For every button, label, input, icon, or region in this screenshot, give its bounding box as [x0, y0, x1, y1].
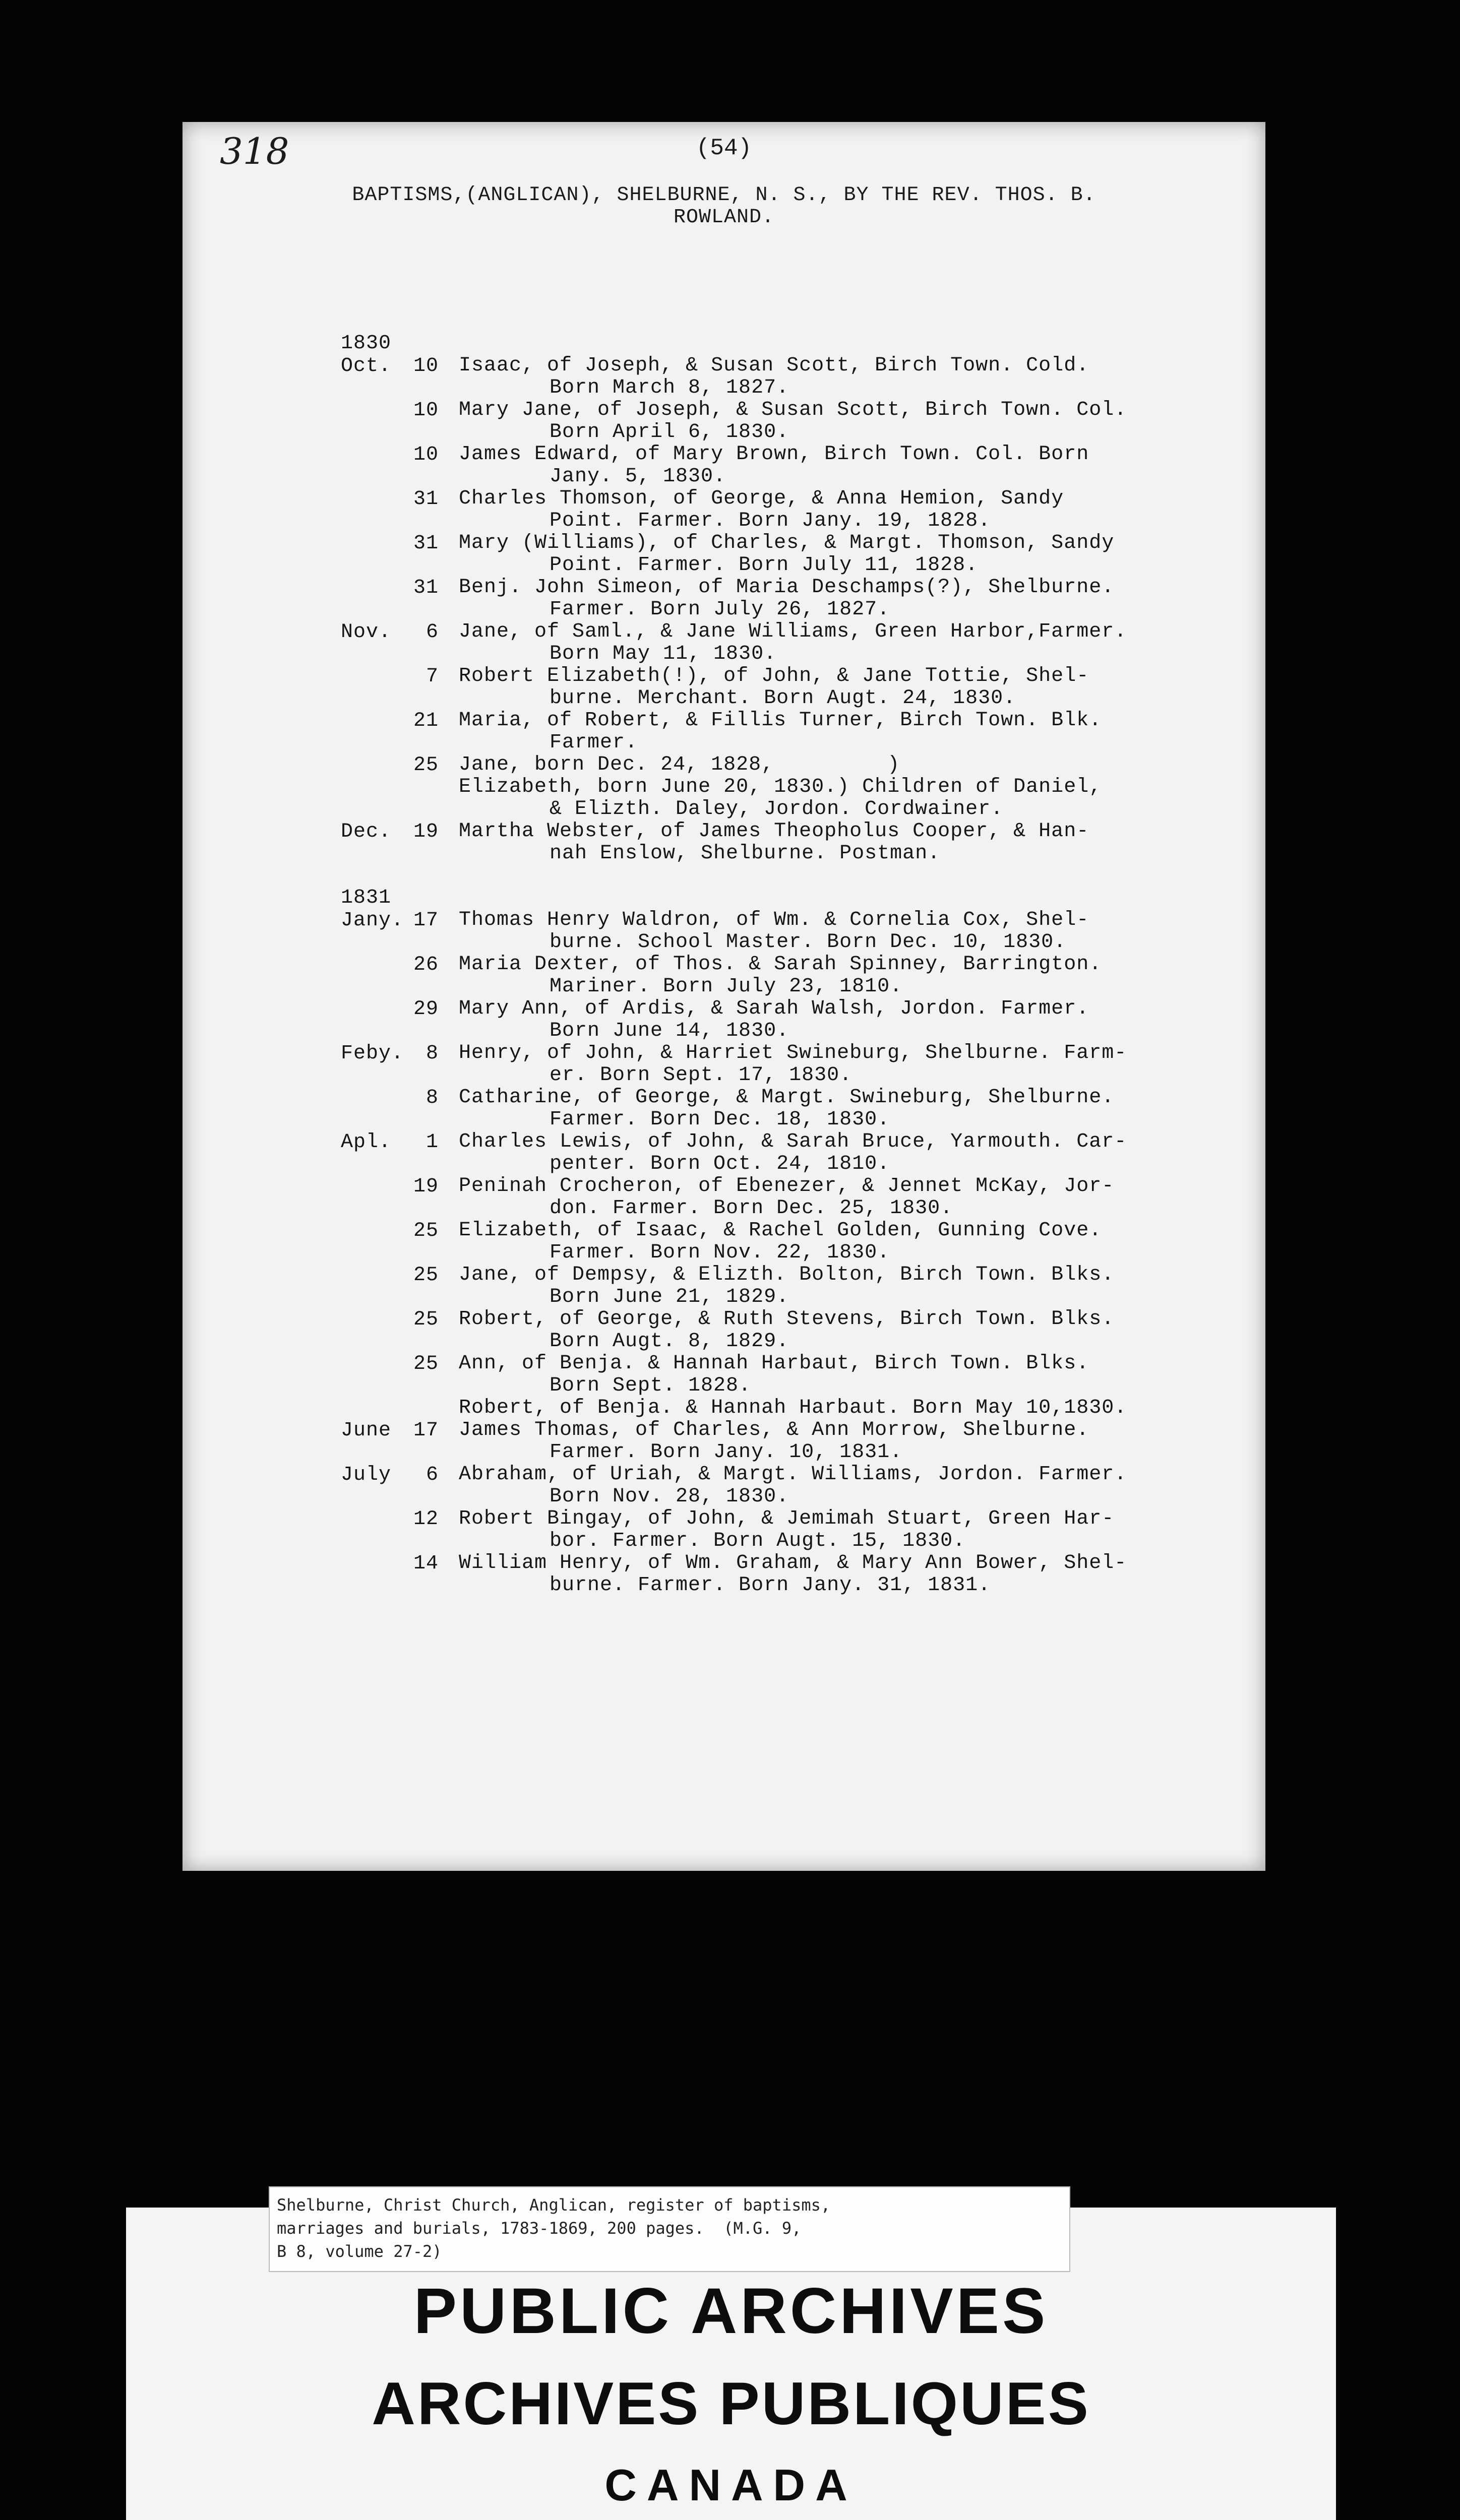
baptism-entry	[341, 532, 1279, 577]
entry-day: 21	[413, 710, 439, 732]
archive-card-title-en: PUBLIC ARCHIVES	[413, 2275, 1049, 2347]
entry-month: Feby.	[341, 1042, 404, 1065]
entry-text	[459, 1264, 1279, 1308]
entry-date	[341, 1087, 459, 1131]
entry-line: burne. Merchant. Born Augt. 24, 1830.	[550, 687, 1016, 710]
entry-text	[459, 1042, 1279, 1087]
entry-date	[341, 444, 459, 488]
baptism-entry	[341, 1508, 1279, 1552]
entry-day: 31	[413, 488, 439, 511]
entry-day: 8	[425, 1087, 439, 1109]
entry-date	[341, 1042, 459, 1087]
entry-line: don. Farmer. Born Dec. 25, 1830.	[550, 1197, 953, 1220]
entry-date	[341, 488, 459, 532]
entry-text	[459, 1220, 1279, 1264]
entry-text	[459, 754, 1279, 821]
entry-month: Apl.	[341, 1131, 392, 1154]
entry-date	[341, 621, 459, 665]
entry-line: Born April 6, 1830.	[550, 421, 789, 444]
entry-line: Elizabeth, born June 20, 1830.) Children of Daniel,	[459, 776, 1102, 798]
entry-text	[459, 444, 1279, 488]
entry-line: Mary Ann, of Ardis, & Sarah Walsh, Jordon. Farmer.	[459, 997, 1089, 1020]
baptism-entries	[341, 333, 1279, 1597]
baptism-entry	[341, 444, 1279, 488]
entry-line: James Thomas, of Charles, & Ann Morrow, Shelburne.	[459, 1419, 1089, 1441]
entry-line: Jane, of Dempsy, & Elizth. Bolton, Birch Town. Blks.	[459, 1264, 1115, 1286]
entry-line: Mary Jane, of Joseph, & Susan Scott, Birch Town. Col.	[459, 399, 1127, 421]
heading-line-1: BAPTISMS,(ANGLICAN), SHELBURNE, N. S., BY THE REV. THOS. B.	[352, 184, 1096, 207]
entry-text	[459, 998, 1279, 1042]
entry-date	[341, 1552, 459, 1597]
entry-line: Peninah Crocheron, of Ebenezer, & Jennet McKay, Jor-	[459, 1175, 1115, 1198]
entry-date	[341, 821, 459, 865]
entry-line: burne. Farmer. Born Jany. 31, 1831.	[550, 1574, 991, 1597]
year-heading: 1831	[341, 887, 392, 909]
entry-date	[341, 998, 459, 1042]
entry-day: 7	[425, 665, 439, 688]
entry-date	[341, 1464, 459, 1508]
entry-month: June	[341, 1419, 392, 1442]
entry-day: 6	[425, 1464, 439, 1486]
entry-text	[459, 1353, 1279, 1419]
entry-text	[459, 1131, 1279, 1175]
entry-text	[459, 954, 1279, 998]
archive-card-country: CANADA	[604, 2460, 858, 2510]
entry-line: Robert Bingay, of John, & Jemimah Stuart, Green Har-	[459, 1507, 1115, 1530]
entry-day: 10	[413, 399, 439, 422]
folio-note: 318	[220, 130, 289, 172]
entry-line: William Henry, of Wm. Graham, & Mary Ann Bower, Shel-	[459, 1552, 1127, 1574]
entry-line: Robert, of George, & Ruth Stevens, Birch Town. Blks.	[459, 1308, 1115, 1331]
entry-day: 17	[413, 909, 439, 932]
archive-label-line-2: marriages and burials, 1783-1869, 200 pages. (M.G. 9,	[277, 2219, 802, 2238]
entry-line: Born Augt. 8, 1829.	[550, 1330, 789, 1353]
baptism-entry	[341, 1175, 1279, 1220]
entry-line: Maria, of Robert, & Fillis Turner, Birch Town. Blk.	[459, 709, 1102, 732]
entry-day: 10	[413, 444, 439, 466]
entry-text	[459, 488, 1279, 532]
baptism-entry	[341, 909, 1279, 954]
baptism-entry	[341, 1308, 1279, 1353]
entry-line: Robert Elizabeth(!), of John, & Jane Tottie, Shel-	[459, 665, 1089, 687]
entry-line: nah Enslow, Shelburne. Postman.	[550, 842, 941, 865]
baptism-entry	[341, 998, 1279, 1042]
entry-text	[459, 355, 1279, 399]
entry-day: 12	[413, 1508, 439, 1531]
entry-day: 1	[425, 1131, 439, 1154]
entry-date	[341, 1175, 459, 1220]
baptism-entry	[341, 355, 1279, 399]
baptism-entry	[341, 954, 1279, 998]
entry-day: 10	[413, 355, 439, 377]
entry-line: Ann, of Benja. & Hannah Harbaut, Birch Town. Blks.	[459, 1352, 1089, 1375]
entry-line: Born May 11, 1830.	[550, 643, 777, 665]
year-gap	[341, 865, 1279, 887]
entry-line: Point. Farmer. Born July 11, 1828.	[550, 554, 979, 577]
entry-line: Henry, of John, & Harriet Swineburg, Shelburne. Farm-	[459, 1042, 1127, 1064]
baptism-entry	[341, 1464, 1279, 1508]
entry-text	[459, 399, 1279, 444]
entry-text	[459, 532, 1279, 577]
baptism-entry	[341, 821, 1279, 865]
entry-text	[459, 909, 1279, 954]
entry-text	[459, 665, 1279, 710]
entry-line: Isaac, of Joseph, & Susan Scott, Birch Town. Cold.	[459, 354, 1089, 377]
entry-date	[341, 1131, 459, 1175]
entry-line: Mariner. Born July 23, 1810.	[550, 975, 903, 998]
entry-day: 19	[413, 821, 439, 843]
entry-text	[459, 1087, 1279, 1131]
entry-line: Point. Farmer. Born Jany. 19, 1828.	[550, 510, 991, 532]
archive-label-line-3: B 8, volume 27-2)	[277, 2242, 442, 2261]
entry-text	[459, 1464, 1279, 1508]
register-page	[182, 122, 1265, 1871]
entry-day: 26	[413, 954, 439, 976]
entry-month: July	[341, 1464, 392, 1486]
baptism-entry	[341, 577, 1279, 621]
baptism-entry	[341, 710, 1279, 754]
entry-text	[459, 821, 1279, 865]
entry-month: Dec.	[341, 821, 392, 843]
entry-line: er. Born Sept. 17, 1830.	[550, 1064, 853, 1087]
entry-date	[341, 1508, 459, 1552]
entry-date	[341, 1419, 459, 1464]
entry-line: Born Sept. 1828.	[550, 1374, 752, 1397]
baptism-entry	[341, 1353, 1279, 1419]
page-heading	[182, 184, 1265, 229]
entry-line: Jany. 5, 1830.	[550, 465, 726, 488]
entry-line: Jane, of Saml., & Jane Williams, Green Harbor,Farmer.	[459, 620, 1127, 643]
baptism-entry	[341, 1220, 1279, 1264]
baptism-entry	[341, 399, 1279, 444]
baptism-entry	[341, 1552, 1279, 1597]
entry-line: Farmer. Born Jany. 10, 1831.	[550, 1441, 903, 1464]
entry-day: 17	[413, 1419, 439, 1442]
entry-day: 31	[413, 577, 439, 599]
entry-text	[459, 1552, 1279, 1597]
entry-day: 25	[413, 1353, 439, 1375]
entry-line: James Edward, of Mary Brown, Birch Town. Col. Born	[459, 443, 1089, 466]
entry-line: Born March 8, 1827.	[550, 376, 789, 399]
entry-line: & Elizth. Daley, Jordon. Cordwainer.	[550, 798, 1004, 821]
entry-line: Farmer. Born Dec. 18, 1830.	[550, 1108, 890, 1131]
baptism-entry	[341, 488, 1279, 532]
year-heading: 1830	[341, 332, 392, 355]
entry-line: Thomas Henry Waldron, of Wm. & Cornelia Cox, Shel-	[459, 909, 1089, 931]
entry-line: burne. School Master. Born Dec. 10, 1830.	[550, 931, 1067, 954]
baptism-entry	[341, 1042, 1279, 1087]
entry-day: 25	[413, 1264, 439, 1287]
entry-day: 14	[413, 1552, 439, 1575]
archive-label-line-1: Shelburne, Christ Church, Anglican, register of baptisms,	[277, 2195, 831, 2215]
entry-date	[341, 1264, 459, 1308]
entry-text	[459, 1175, 1279, 1220]
entry-line: Farmer.	[550, 731, 638, 754]
entry-day: 8	[425, 1042, 439, 1065]
entry-line: penter. Born Oct. 24, 1810.	[550, 1153, 890, 1175]
entry-date	[341, 665, 459, 710]
entry-date	[341, 355, 459, 399]
entry-line: Born June 14, 1830.	[550, 1020, 789, 1042]
baptism-entry	[341, 1087, 1279, 1131]
entry-line: Born June 21, 1829.	[550, 1286, 789, 1308]
entry-day: 29	[413, 998, 439, 1021]
entry-line: Robert, of Benja. & Hannah Harbaut. Born May 10,1830.	[459, 1397, 1127, 1419]
entry-month: Jany.	[341, 909, 404, 932]
baptism-entry	[341, 1419, 1279, 1464]
entry-text	[459, 577, 1279, 621]
entry-date	[341, 909, 459, 954]
entry-line: Charles Lewis, of John, & Sarah Bruce, Yarmouth. Car-	[459, 1130, 1127, 1153]
entry-text	[459, 1419, 1279, 1464]
entry-text	[459, 710, 1279, 754]
entry-line: Martha Webster, of James Theopholus Cooper, & Han-	[459, 820, 1089, 843]
entry-day: 31	[413, 532, 439, 555]
entry-date	[341, 1308, 459, 1353]
entry-line: Farmer. Born July 26, 1827.	[550, 598, 890, 621]
entry-day: 6	[425, 621, 439, 644]
entry-line: Jane, born Dec. 24, 1828, )	[459, 753, 900, 776]
entry-line: Elizabeth, of Isaac, & Rachel Golden, Gunning Cove.	[459, 1219, 1102, 1242]
entry-date	[341, 577, 459, 621]
entry-date	[341, 1353, 459, 1419]
entry-line: Charles Thomson, of George, & Anna Hemion, Sandy	[459, 487, 1064, 510]
entry-date	[341, 754, 459, 821]
archive-card-title-fr: ARCHIVES PUBLIQUES	[372, 2370, 1090, 2437]
entry-date	[341, 532, 459, 577]
entry-day: 25	[413, 1220, 439, 1242]
heading-line-2: ROWLAND.	[673, 206, 775, 229]
entry-line: Farmer. Born Nov. 22, 1830.	[550, 1241, 890, 1264]
entry-text	[459, 621, 1279, 665]
entry-line: Abraham, of Uriah, & Margt. Williams, Jordon. Farmer.	[459, 1463, 1127, 1486]
baptism-entry	[341, 1264, 1279, 1308]
baptism-entry	[341, 621, 1279, 665]
entry-day: 25	[413, 754, 439, 777]
entry-line: Benj. John Simeon, of Maria Deschamps(?), Shelburne.	[459, 576, 1115, 599]
entry-date	[341, 1220, 459, 1264]
entry-month: Nov.	[341, 621, 392, 644]
entry-line: Born Nov. 28, 1830.	[550, 1485, 789, 1508]
baptism-entry	[341, 665, 1279, 710]
archive-label	[269, 2186, 1070, 2272]
entry-line: Catharine, of George, & Margt. Swineburg, Shelburne.	[459, 1086, 1115, 1109]
entry-text	[459, 1308, 1279, 1353]
entry-day: 25	[413, 1308, 439, 1331]
entry-date	[341, 954, 459, 998]
page-number: (54)	[696, 135, 752, 161]
baptism-entry	[341, 754, 1279, 821]
entry-line: bor. Farmer. Born Augt. 15, 1830.	[550, 1530, 966, 1552]
baptism-entry	[341, 1131, 1279, 1175]
entry-month: Oct.	[341, 355, 392, 377]
entry-date	[341, 710, 459, 754]
entry-line: Maria Dexter, of Thos. & Sarah Spinney, Barrington.	[459, 953, 1102, 976]
entry-text	[459, 1508, 1279, 1552]
entry-date	[341, 399, 459, 444]
entry-line: Mary (Williams), of Charles, & Margt. Thomson, Sandy	[459, 532, 1115, 554]
entry-day: 19	[413, 1175, 439, 1198]
